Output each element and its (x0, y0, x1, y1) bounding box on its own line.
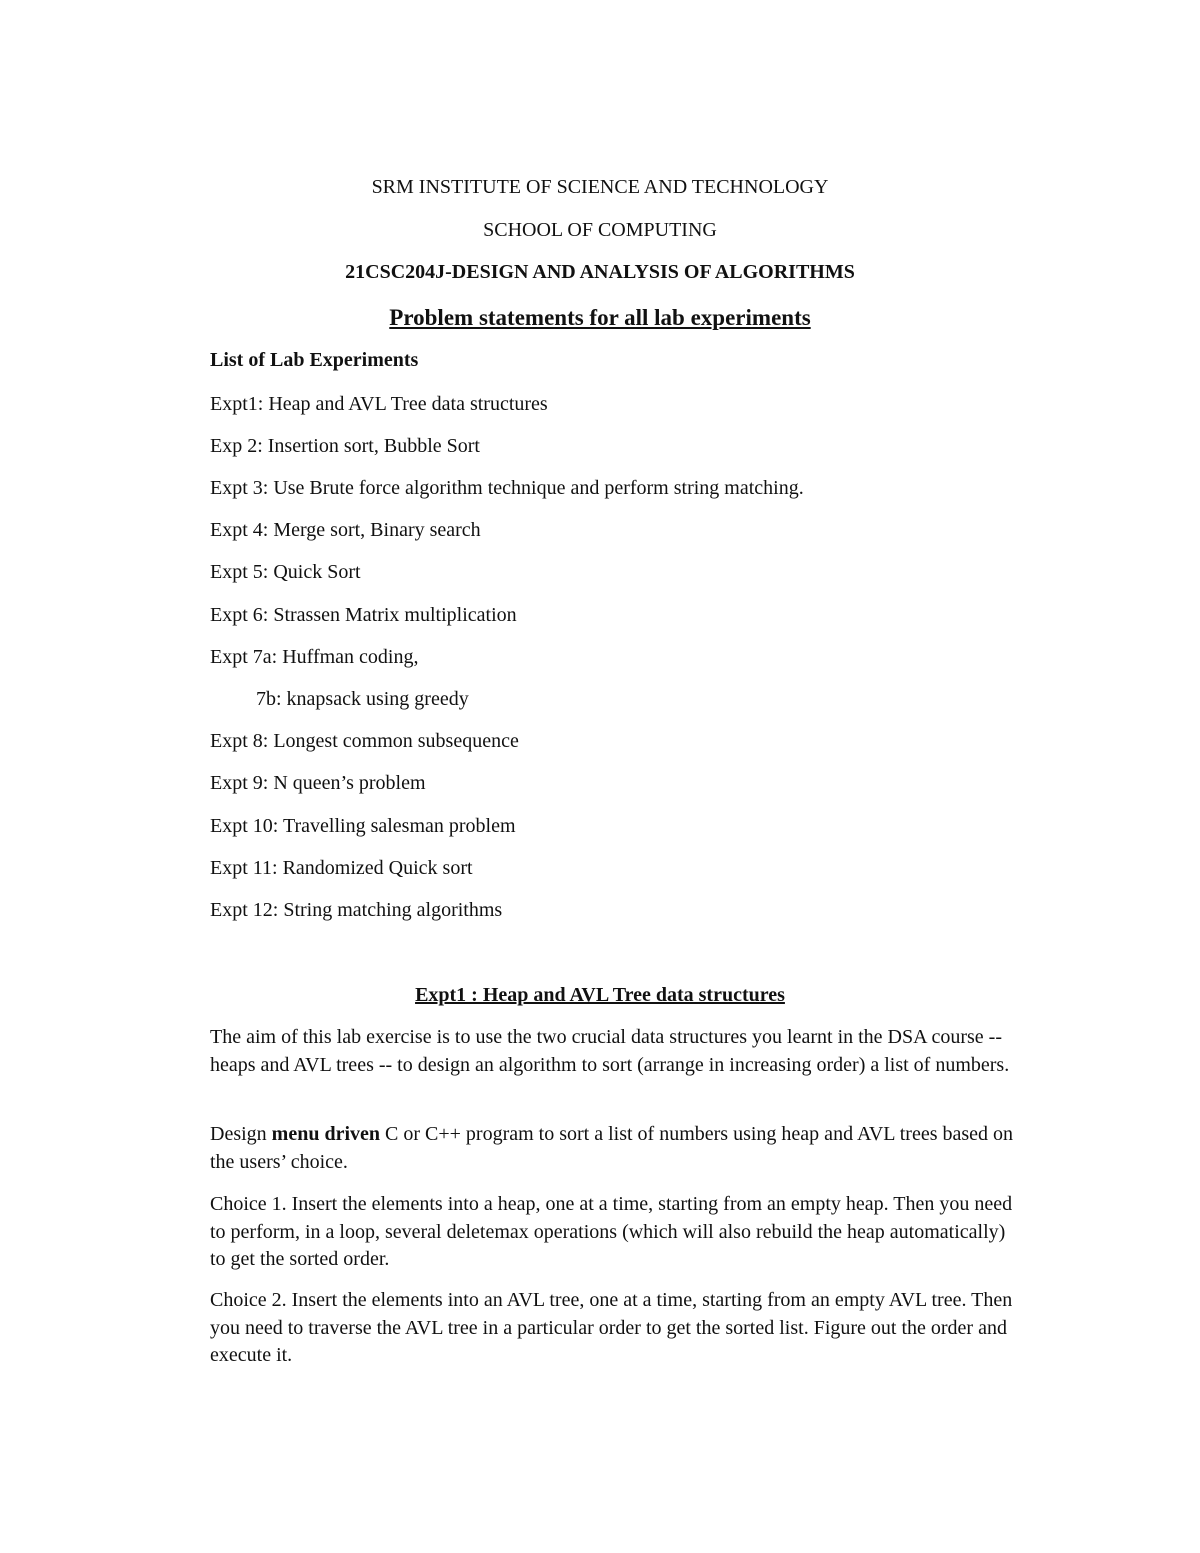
school-name: SCHOOL OF COMPUTING (483, 219, 717, 241)
experiment-item: Expt 6: Strassen Matrix multiplication (210, 604, 517, 626)
aim-paragraph: The aim of this lab exercise is to use the two crucial data structures you learnt in the DSA course -- heaps and AVL trees -- to design an algorithm to sort (arrange in increasing order) a list of numbers. (210, 1026, 1010, 1076)
section-title: Expt1 : Heap and AVL Tree data structures (415, 984, 785, 1006)
experiment-item: Expt1: Heap and AVL Tree data structures (210, 393, 548, 415)
choice2-paragraph: Choice 2. Insert the elements into an AVL tree, one at a time, starting from an empty AVL tree. Then you need to traverse the AVL tree in a particular order to get the sorted list. Figure out the order and execute it. (210, 1289, 1013, 1366)
experiment-item: Expt 8: Longest common subsequence (210, 730, 519, 752)
experiment-item: Expt 11: Randomized Quick sort (210, 857, 473, 879)
experiment-item: Expt 3: Use Brute force algorithm technique and perform string matching. (210, 477, 804, 499)
experiment-item: Expt 10: Travelling salesman problem (210, 815, 516, 837)
list-heading: List of Lab Experiments (210, 349, 419, 371)
design-paragraph (210, 1121, 1020, 1176)
design-prefix: Design (210, 1123, 272, 1145)
institute-name: SRM INSTITUTE OF SCIENCE AND TECHNOLOGY (371, 176, 829, 198)
experiment-item: Expt 7a: Huffman coding, (210, 646, 419, 668)
course-title: 21CSC204J-DESIGN AND ANALYSIS OF ALGORITHMS (345, 261, 855, 283)
experiment-item: Exp 2: Insertion sort, Bubble Sort (210, 435, 480, 457)
experiment-item: Expt 5: Quick Sort (210, 561, 361, 583)
experiment-item: Expt 9: N queen’s problem (210, 772, 426, 794)
document-title: Problem statements for all lab experiments (389, 305, 811, 330)
design-emphasis: menu driven (271, 1123, 381, 1145)
experiment-item: Expt 4: Merge sort, Binary search (210, 519, 481, 541)
experiment-subitem: 7b: knapsack using greedy (256, 688, 469, 710)
experiment-item: Expt 12: String matching algorithms (210, 899, 503, 921)
design-suffix: C or C++ program to sort a list of numbers using heap and AVL trees based on the users’ choice. (210, 1123, 1014, 1173)
choice1-paragraph: Choice 1. Insert the elements into a heap, one at a time, starting from an empty heap. Then you need to perform, in a loop, several deletemax operations (which will also rebuild the heap automatically) to get the sorted order. (210, 1193, 1013, 1270)
